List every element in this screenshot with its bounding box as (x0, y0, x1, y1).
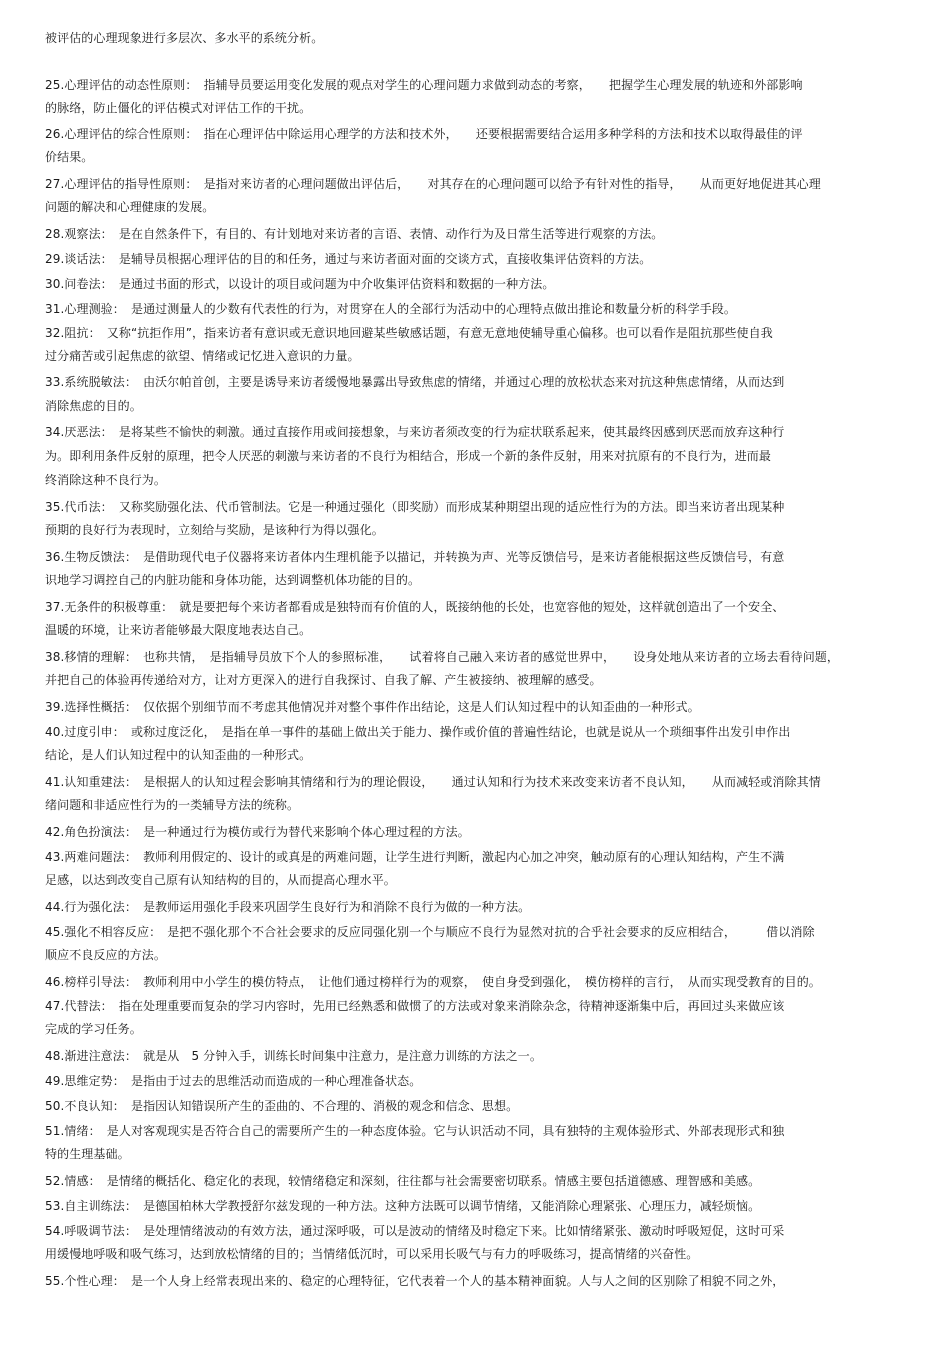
text-line: 53.自主训练法： 是德国柏林大学教授舒尔兹发现的一种方法。这种方法既可以调节情绪，又能消除心理紧张、心理压力，减轻烦恼。 (45, 1199, 761, 1213)
text-line: 的脉络，防止僵化的评估模式对评估工作的干扰。 (45, 101, 312, 115)
text-line: 42.角色扮演法： 是一种通过行为模仿或行为替代来影响个体心理过程的方法。 (45, 825, 470, 839)
text-line: 30.问卷法： 是通过书面的形式，以设计的项目或问题为中介收集评估资料和数据的一种方法。 (45, 277, 555, 291)
text-line: 46.榜样引导法： 教师利用中小学生的模仿特点， 让他们通过榜样行为的观察， 使自身受到强化， 模仿榜样的言行， 从而实现受教育的目的。 (45, 975, 821, 989)
text-line: 55.个性心理： 是一个人身上经常表现出来的、稳定的心理特征，它代表着一个人的基本精神面貌。人与人之间的区别除了相貌不同之外， (45, 1274, 785, 1288)
text-line: 33.系统脱敏法： 由沃尔帕首创，主要是诱导来访者缓慢地暴露出导致焦虑的情绪，并通过心理的放松状态来对抗这种焦虑情绪，从而达到 (45, 375, 785, 389)
text-line: 温暖的环境，让来访者能够最大限度地表达自己。 (45, 623, 312, 637)
text-line: 43.两难问题法： 教师利用假定的、设计的或真是的两难问题，让学生进行判断，激起内心加之冲突，触动原有的心理认知结构，产生不满 (45, 850, 785, 864)
text-line: 39.选择性概括： 仅依据个别细节而不考虑其他情况并对整个事件作出结论，这是人们认知过程中的认知歪曲的一种形式。 (45, 700, 700, 714)
text-line: 被评估的心理现象进行多层次、多水平的系统分析。 (45, 31, 324, 45)
text-line: 52.情感： 是情绪的概括化、稳定化的表现，较情绪稳定和深刻，往往都与社会需要密切联系。情感主要包括道德感、理智感和美感。 (45, 1174, 761, 1188)
text-line: 29.谈话法： 是辅导员根据心理评估的目的和任务，通过与来访者面对面的交谈方式，直接收集评估资料的方法。 (45, 252, 652, 266)
text-line: 38.移情的理解： 也称共情， 是指辅导员放下个人的参照标准， 试着将自己融入来访者的感觉世界中， 设身处地从来访者的立场去看待问题， (45, 650, 839, 664)
text-line: 50.不良认知： 是指因认知错误所产生的歪曲的、不合理的、消极的观念和信念、思想。 (45, 1099, 519, 1113)
text-line: 预期的良好行为表现时，立刻给与奖励，是该种行为得以强化。 (45, 523, 384, 537)
text-line: 并把自己的体验再传递给对方，让对方更深入的进行自我探讨、自我了解、产生被接纳、被理解的感受。 (45, 673, 602, 687)
text-line: 识地学习调控自己的内脏功能和身体功能，达到调整机体功能的目的。 (45, 573, 421, 587)
text-line: 48.渐进注意法： 就是从 5 分钟入手，训练长时间集中注意力，是注意力训练的方法之一。 (45, 1049, 542, 1063)
text-line: 结论，是人们认知过程中的认知歪曲的一种形式。 (45, 748, 312, 762)
text-line: 完成的学习任务。 (45, 1022, 142, 1036)
text-line: 过分痛苦或引起焦虑的欲望、情绪或记忆进入意识的力量。 (45, 349, 360, 363)
text-line: 用缓慢地呼吸和吸气练习，达到放松情绪的目的；当情绪低沉时，可以采用长吸气与有力的呼吸练习，提高情绪的兴奋性。 (45, 1247, 699, 1261)
text-line: 31.心理测验： 是通过测量人的少数有代表性的行为，对贯穿在人的全部行为活动中的心理特点做出推论和数量分析的科学手段。 (45, 302, 736, 316)
text-line: 终消除这种不良行为。 (45, 473, 167, 487)
text-line: 绪问题和非适应性行为的一类辅导方法的统称。 (45, 798, 300, 812)
text-line: 足感，以达到改变自己原有认知结构的目的，从而提高心理水平。 (45, 873, 396, 887)
text-line: 27.心理评估的指导性原则： 是指对来访者的心理问题做出评估后， 对其存在的心理问题可以给予有针对性的指导， 从而更好地促进其心理 (45, 177, 821, 191)
text-line: 问题的解决和心理健康的发展。 (45, 200, 215, 214)
text-line: 26.心理评估的综合性原则： 指在心理评估中除运用心理学的方法和技术外， 还要根据需要结合运用多种学科的方法和技术以取得最佳的评 (45, 127, 803, 141)
text-line: 消除焦虑的目的。 (45, 399, 142, 413)
text-line: 32.阻抗： 又称“抗拒作用”，指来访者有意识或无意识地回避某些敏感话题，有意无意地使辅导重心偏移。也可以看作是阻抗那些使自我 (45, 326, 773, 340)
text-line: 为。即利用条件反射的原理，把令人厌恶的刺激与来访者的不良行为相结合，形成一个新的条件反射，用来对抗原有的不良行为，进而最 (45, 449, 772, 463)
text-line: 49.思维定势： 是指由于过去的思维活动而造成的一种心理准备状态。 (45, 1074, 422, 1088)
text-line: 40.过度引申： 或称过度泛化， 是指在单一事件的基础上做出关于能力、操作或价值的普遍性结论，也就是说从一个琐细事件出发引申作出 (45, 725, 791, 739)
text-line: 44.行为强化法： 是教师运用强化手段来巩固学生良好行为和消除不良行为做的一种方法。 (45, 900, 531, 914)
text-line: 47.代替法： 指在处理重要而复杂的学习内容时，先用已经熟悉和做惯了的方法或对象来消除杂念，待精神逐渐集中后，再回过头来做应该 (45, 999, 785, 1013)
text-line: 28.观察法： 是在自然条件下，有目的、有计划地对来访者的言语、表情、动作行为及日常生活等进行观察的方法。 (45, 227, 664, 241)
text-line: 25.心理评估的动态性原则： 指辅导员要运用变化发展的观点对学生的心理问题力求做到动态的考察， 把握学生心理发展的轨迹和外部影响 (45, 78, 803, 92)
text-line: 35.代币法： 又称奖励强化法、代币管制法。它是一种通过强化（即奖励）而形成某种期望出现的适应性行为的方法。即当来访者出现某种 (45, 500, 785, 514)
text-line: 41.认知重建法： 是根据人的认知过程会影响其情绪和行为的理论假设， 通过认知和行为技术来改变来访者不良认知， 从而减轻或消除其情 (45, 775, 821, 789)
text-line: 价结果。 (45, 150, 94, 164)
text-line: 顺应不良反应的方法。 (45, 948, 167, 962)
text-line: 34.厌恶法： 是将某些不愉快的刺激。通过直接作用或间接想象，与来访者须改变的行为症状联系起来，使其最终因感到厌恶而放弃这种行 (45, 425, 785, 439)
text-line: 45.强化不相容反应： 是把不强化那个不合社会要求的反应同强化别一个与顺应不良行为显然对抗的合乎社会要求的反应相结合， 借以消除 (45, 925, 815, 939)
text-line: 51.情绪： 是人对客观现实是否符合自己的需要所产生的一种态度体验。它与认识活动不同，具有独特的主观体验形式、外部表现形式和独 (45, 1124, 785, 1138)
text-line: 特的生理基础。 (45, 1147, 130, 1161)
text-line: 54.呼吸调节法： 是处理情绪波动的有效方法，通过深呼吸，可以是波动的情绪及时稳定下来。比如情绪紧张、激动时呼吸短促，这时可采 (45, 1224, 785, 1238)
text-line: 37.无条件的积极尊重： 就是要把每个来访者都看成是独特而有价值的人，既接纳他的长处，也宽容他的短处，这样就创造出了一个安全、 (45, 600, 785, 614)
text-line: 36.生物反馈法： 是借助现代电子仪器将来访者体内生理机能予以描记，并转换为声、光等反馈信号，是来访者能根据这些反馈信号，有意 (45, 550, 785, 564)
